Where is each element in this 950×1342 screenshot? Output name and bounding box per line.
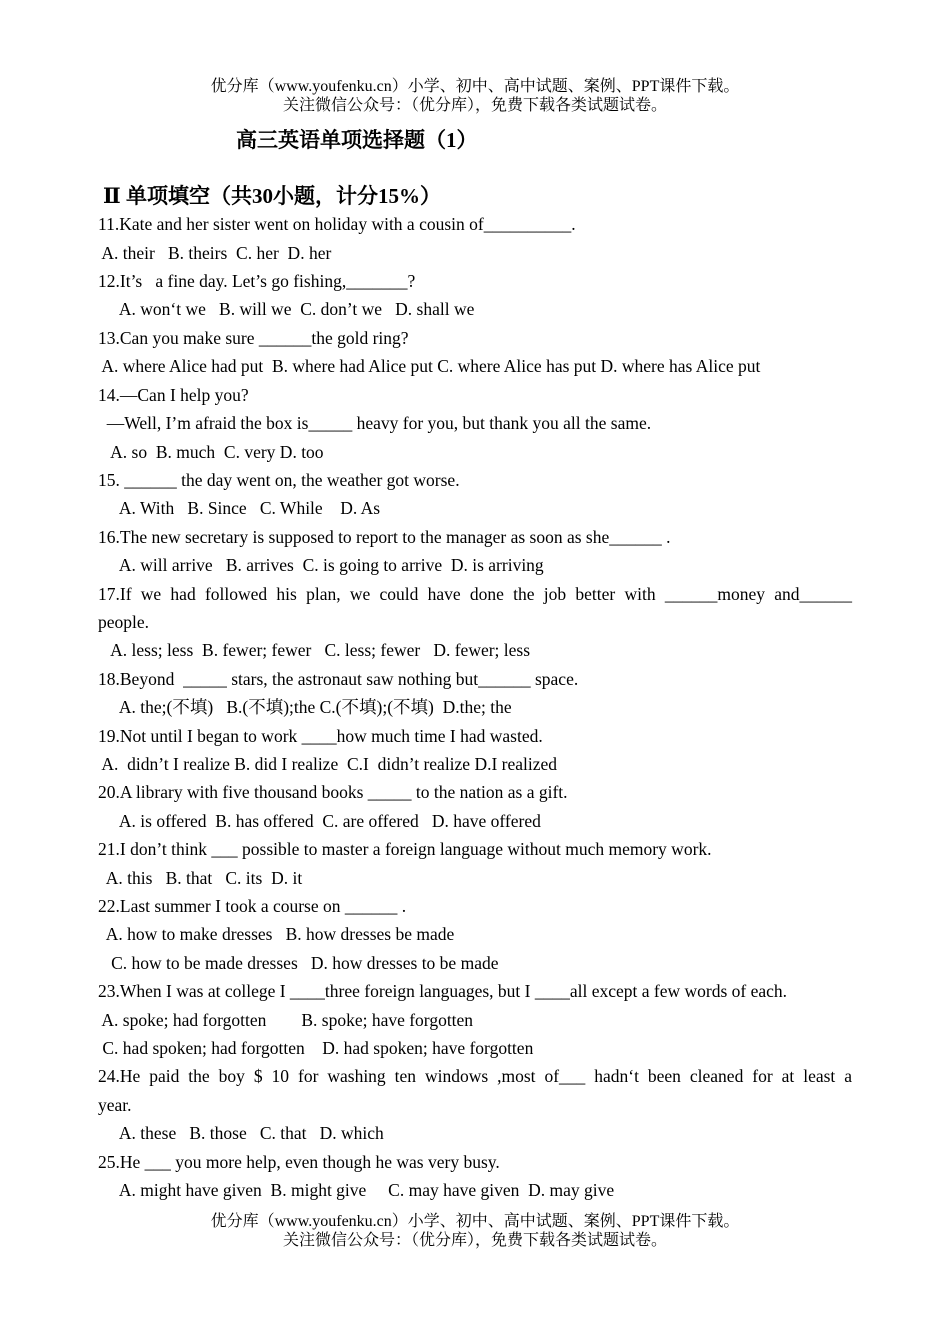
- page-title: 高三英语单项选择题（1）: [236, 128, 478, 152]
- answer-options: A. where Alice had put B. where had Alice put C. where Alice has put D. where has Alice put: [98, 356, 761, 376]
- answer-options: A. how to make dresses B. how dresses be made: [98, 924, 455, 944]
- answer-options: A. will arrive B. arrives C. is going to arrive D. is arriving: [98, 555, 544, 575]
- answer-options: C. had spoken; had forgotten D. had spoken; have forgotten: [98, 1038, 534, 1058]
- answer-options: A. didn’t I realize B. did I realize C.I didn’t realize D.I realized: [98, 754, 558, 774]
- answer-options: A. these B. those C. that D. which: [98, 1123, 384, 1143]
- question-text: —Well, I’m afraid the box is_____ heavy for you, but thank you all the same.: [98, 413, 652, 433]
- question-text: 20.A library with five thousand books _____ to the nation as a gift.: [98, 782, 568, 802]
- question-text-continued: people.: [98, 612, 150, 632]
- answer-options: A. this B. that C. its D. it: [98, 868, 303, 888]
- question-text: 22.Last summer I took a course on ______ .: [98, 896, 407, 916]
- question-text: 17.If we had followed his plan, we could have done the job better with ______money and______: [98, 584, 852, 604]
- question-text: 24.He paid the boy $ 10 for washing ten windows ,most of___ hadn‘t been cleaned for at least a: [98, 1066, 852, 1086]
- answer-options: A. is offered B. has offered C. are offered D. have offered: [98, 811, 541, 831]
- question-text: 25.He ___ you more help, even though he was very busy.: [98, 1152, 500, 1172]
- question-text: 19.Not until I began to work ____how much time I had wasted.: [98, 726, 543, 746]
- answer-options: A. so B. much C. very D. too: [98, 442, 324, 462]
- question-text-continued: year.: [98, 1095, 132, 1115]
- question-text: 12.It’s a fine day. Let’s go fishing,_______?: [98, 271, 416, 291]
- answer-options: A. spoke; had forgotten B. spoke; have forgotten: [98, 1010, 474, 1030]
- page-header-line-1: 优分库（www.youfenku.cn）小学、初中、高中试题、案例、PPT课件下载。: [210, 78, 740, 95]
- question-text: 23.When I was at college I ____three foreign languages, but I ____all except a few words of each.: [98, 981, 788, 1001]
- question-text: 11.Kate and her sister went on holiday with a cousin of__________.: [98, 214, 576, 234]
- question-text: 14.—Can I help you?: [98, 385, 249, 405]
- answer-options: C. how to be made dresses D. how dresses to be made: [98, 953, 499, 973]
- answer-options: A. might have given B. might give C. may have given D. may give: [98, 1180, 615, 1200]
- page-header-line-2: 关注微信公众号：（优分库），免费下载各类试题试卷。: [282, 97, 667, 114]
- answer-options: A. won‘t we B. will we C. don’t we D. shall we: [98, 299, 475, 319]
- answer-options: A. With B. Since C. While D. As: [98, 498, 381, 518]
- section-heading: Ⅱ 单项填空（共30小题，计分15%）: [103, 184, 441, 208]
- answer-options: A. their B. theirs C. her D. her: [98, 243, 332, 263]
- question-text: 18.Beyond _____ stars, the astronaut saw nothing but______ space.: [98, 669, 579, 689]
- question-text: 13.Can you make sure ______the gold ring?: [98, 328, 409, 348]
- answer-options: A. the;(不填) B.(不填);the C.(不填);(不填) D.the; the: [98, 697, 512, 717]
- page-footer-line-2: 关注微信公众号：（优分库），免费下载各类试题试卷。: [282, 1232, 667, 1249]
- question-text: 15. ______ the day went on, the weather got worse.: [98, 470, 460, 490]
- page-footer-line-1: 优分库（www.youfenku.cn）小学、初中、高中试题、案例、PPT课件下载。: [210, 1213, 740, 1230]
- question-text: 21.I don’t think ___ possible to master a foreign language without much memory work.: [98, 839, 712, 859]
- answer-options: A. less; less B. fewer; fewer C. less; fewer D. fewer; less: [98, 640, 531, 660]
- question-text: 16.The new secretary is supposed to report to the manager as soon as she______ .: [98, 527, 671, 547]
